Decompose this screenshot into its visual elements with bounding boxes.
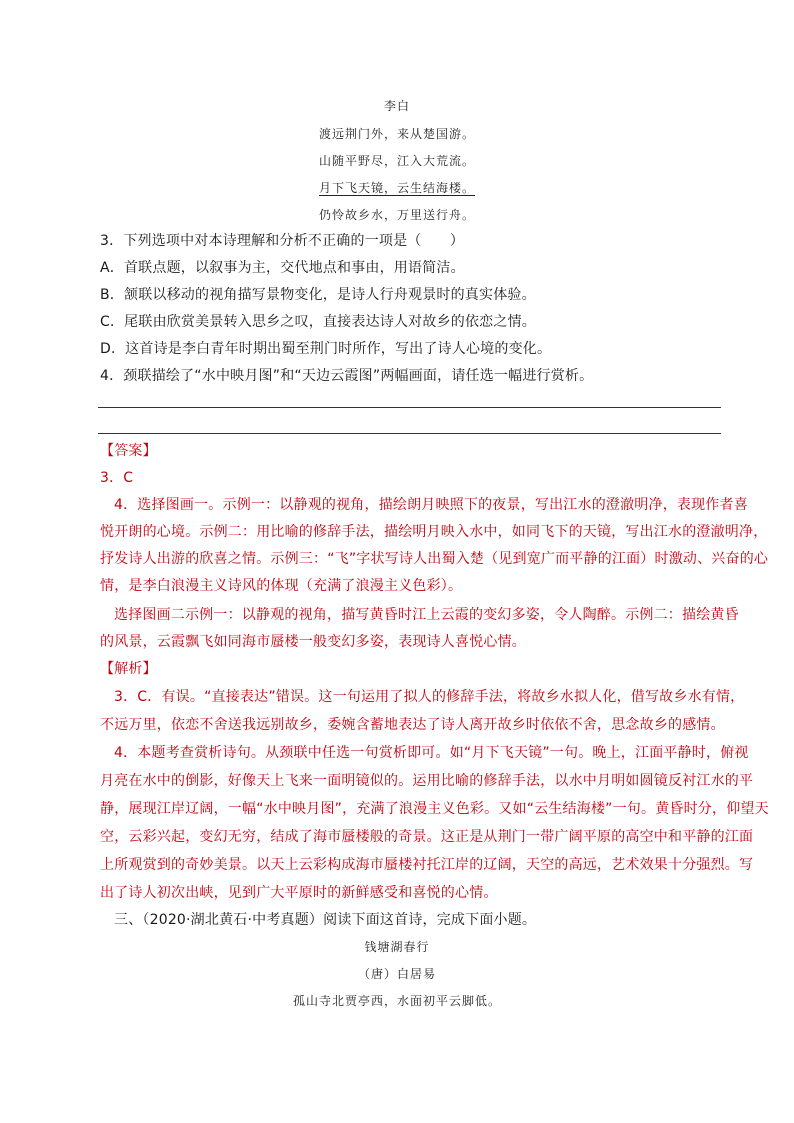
- answer-line: [98, 433, 721, 434]
- option-c: C．尾联由欣赏美景转入思乡之叹，直接表达诗人对故乡的依恋之情。: [100, 314, 536, 330]
- poem-line-underlined: [0, 179, 794, 196]
- analysis-4-line: 上所观赏到的奇妙美景。以天上云彩构成海市蜃楼衬托江岸的辽阔，天空的高远，艺术效果十分强烈。写: [100, 857, 754, 873]
- answer-heading: 【答案】: [100, 443, 157, 459]
- analysis-4-line: 4．本题考查赏析诗句。从颈联中任选一句赏析即可。如“月下飞天镜”一句。晚上，江面平静时，俯视: [114, 745, 749, 761]
- answer-4-line: 4．选择图画一。示例一：以静观的视角，描绘朗月映照下的夜景，写出江水的澄澈明净，表现作者喜: [114, 497, 748, 513]
- section-3-intro: 三、（2020·湖北黄石·中考真题）阅读下面这首诗，完成下面小题。: [114, 912, 537, 928]
- analysis-heading: 【解析】: [100, 661, 157, 677]
- answer-4b-line: 选择图画二示例一：以静观的视角，描写黄昏时江上云霞的变幻多姿，令人陶醉。示例二：描绘黄昏: [114, 607, 739, 623]
- answer-4b-line: 的风景，云霞飘飞如同海市蜃楼一般变幻多姿，表现诗人喜悦心情。: [100, 634, 526, 650]
- poem-line: 仍怜故乡水，万里送行舟。: [318, 208, 475, 222]
- poem-line: 山随平野尽，江入大荒流。: [318, 154, 475, 168]
- answer-4-line: 悦开朗的心境。示例二：用比喻的修辞手法，描绘明月映入水中，如同飞下的天镜，写出江水的澄澈明净，: [100, 524, 768, 540]
- analysis-3-line: 不远万里，依恋不舍送我远别故乡，委婉含蓄地表达了诗人离开故乡时依依不舍，思念故乡的感情。: [100, 717, 725, 733]
- poem-title: 钱塘湖春行: [364, 940, 430, 954]
- analysis-4-line: 静，展现江岸辽阔，一幅“水中映月图”，充满了浪漫主义色彩。又如“云生结海楼”一句。黄昏时分，仰望天: [100, 801, 769, 817]
- answer-4-line: 情，是李白浪漫主义诗风的体现（充满了浪漫主义色彩）。: [100, 578, 463, 594]
- question-4: 4．颈联描绘了“水中映月图”和“天边云霞图”两幅画面，请任选一幅进行赏析。: [100, 368, 594, 384]
- answer-3: 3．C: [100, 470, 134, 486]
- poem-line: 孤山寺北贾亭西，水面初平云脚低。: [292, 994, 501, 1008]
- answer-4-line: 抒发诗人出游的欣喜之情。示例三：“飞”字状写诗人出蜀入楚（见到宽广而平静的江面）时激动、兴奋的心: [100, 551, 769, 567]
- option-b: B．颔联以移动的视角描写景物变化，是诗人行舟观景时的真实体验。: [100, 287, 536, 303]
- option-d: D．这首诗是李白青年时期出蜀至荆门时所作，写出了诗人心境的变化。: [100, 341, 552, 357]
- analysis-4-line: 出了诗人初次出峡，见到广大平原时的新鲜感受和喜悦的心情。: [100, 885, 498, 901]
- poem-author: （唐）白居易: [357, 967, 436, 981]
- poem-line: 渡远荆门外，来从楚国游。: [318, 127, 475, 141]
- question-3: 3．下列选项中对本诗理解和分析不正确的一项是（ ）: [100, 233, 465, 249]
- analysis-3-line: 3．C．有误。“直接表达”错误。这一句运用了拟人的修辞手法，将故乡水拟人化，借写故乡水有情，: [114, 689, 745, 705]
- analysis-4-line: 空，云彩兴起，变幻无穷，结成了海市蜃楼般的奇景。这正是从荆门一带广阔平原的高空中和平静的江面: [100, 829, 754, 845]
- analysis-4-line: 月亮在水中的倒影，好像天上飞来一面明镜似的。运用比喻的修辞手法，以水中月明如圆镜反衬江水的平: [100, 773, 754, 789]
- poem-author: 李白: [383, 99, 410, 113]
- option-a: A．首联点题，以叙事为主，交代地点和事由，用语简洁。: [100, 260, 465, 276]
- answer-line: [98, 407, 721, 408]
- underlined-text: 月下飞天镜，云生结海楼。: [318, 181, 475, 195]
